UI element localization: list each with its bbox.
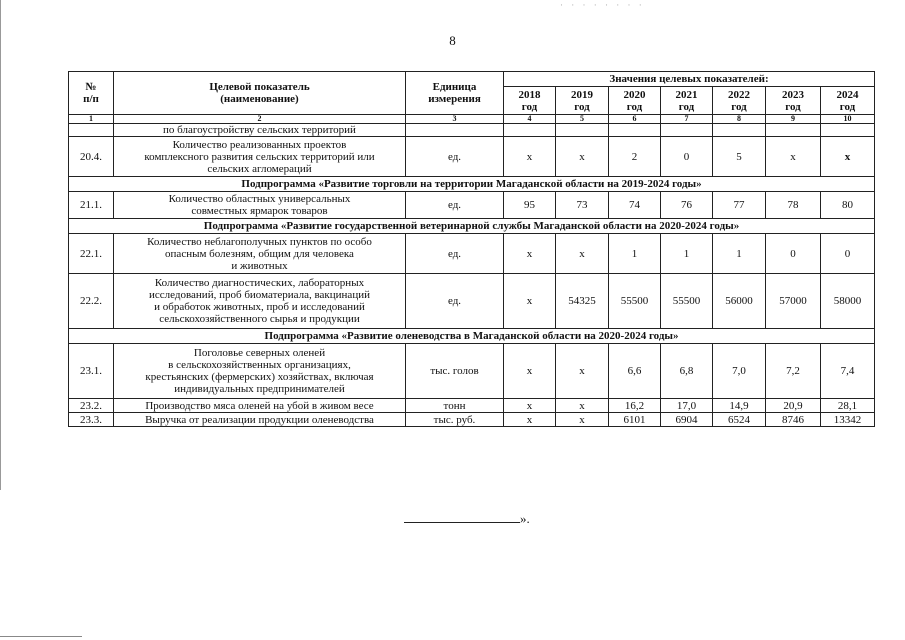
column-number: 5 <box>556 115 609 124</box>
indicator-name: Выручка от реализации продукции оленеводства <box>114 413 406 427</box>
scan-left-edge <box>0 0 1 490</box>
column-number: 1 <box>69 115 114 124</box>
signature-underline <box>404 512 520 523</box>
subprogram-title: Подпрограмма «Развитие торговли на территории Магаданской области на 2019-2024 годы» <box>69 177 875 192</box>
year-value: х <box>556 413 609 427</box>
unit-of-measure: ед. <box>406 234 504 274</box>
scan-bottom-rule <box>0 636 82 637</box>
year-value: 17,0 <box>661 399 713 413</box>
indicator-name: Количество реализованных проектов комплексного развития сельских территорий или сельских агломераций <box>114 137 406 177</box>
subprogram-header-row <box>69 329 875 344</box>
year-value: 1 <box>661 234 713 274</box>
year-value <box>661 124 713 137</box>
year-value: х <box>504 137 556 177</box>
unit-of-measure: тонн <box>406 399 504 413</box>
subprogram-header-row <box>69 177 875 192</box>
year-value: 7,4 <box>821 344 875 399</box>
year-value: х <box>504 344 556 399</box>
header-year: 2019 год <box>556 87 609 115</box>
year-value: 55500 <box>609 274 661 329</box>
unit-of-measure <box>406 124 504 137</box>
year-value: 7,2 <box>766 344 821 399</box>
year-value: х <box>556 137 609 177</box>
table-row <box>69 399 875 413</box>
year-value: 0 <box>661 137 713 177</box>
year-value: 6,6 <box>609 344 661 399</box>
year-value: 73 <box>556 192 609 219</box>
table-row <box>69 274 875 329</box>
column-number: 6 <box>609 115 661 124</box>
year-value: 56000 <box>713 274 766 329</box>
year-value: 80 <box>821 192 875 219</box>
year-value: 57000 <box>766 274 821 329</box>
year-value: 7,0 <box>713 344 766 399</box>
year-value: 95 <box>504 192 556 219</box>
year-value: 55500 <box>661 274 713 329</box>
column-number: 4 <box>504 115 556 124</box>
indicator-name: Поголовье северных оленей в сельскохозяйственных организациях, крестьянских (фермерских) хозяйствах, включая индивидуальных предпринимателей <box>114 344 406 399</box>
year-value: 13342 <box>821 413 875 427</box>
year-value: х <box>821 137 875 177</box>
year-value: 2 <box>609 137 661 177</box>
unit-of-measure: ед. <box>406 274 504 329</box>
year-value: 28,1 <box>821 399 875 413</box>
unit-of-measure: тыс. голов <box>406 344 504 399</box>
unit-of-measure: ед. <box>406 137 504 177</box>
year-value: 16,2 <box>609 399 661 413</box>
year-value: 76 <box>661 192 713 219</box>
closing-mark: ». <box>520 511 530 526</box>
scan-artifact-dots: · · · · · · · · <box>560 0 645 10</box>
year-value: х <box>556 344 609 399</box>
year-value: х <box>504 413 556 427</box>
indicator-name: Количество неблагополучных пунктов по особо опасным болезням, общим для человека и животных <box>114 234 406 274</box>
unit-of-measure: ед. <box>406 192 504 219</box>
year-value: 74 <box>609 192 661 219</box>
year-value: 1 <box>713 234 766 274</box>
row-number: 22.1. <box>69 234 114 274</box>
row-number: 23.2. <box>69 399 114 413</box>
row-number: 20.4. <box>69 137 114 177</box>
indicator-name: Количество диагностических, лабораторных исследований, проб биоматериала, вакцинаций и обработок животных, проб и исследований сельскохозяйственного сырья и продукции <box>114 274 406 329</box>
year-value: х <box>766 137 821 177</box>
header-year: 2020 год <box>609 87 661 115</box>
year-value: 1 <box>609 234 661 274</box>
table-row <box>69 192 875 219</box>
year-value: 54325 <box>556 274 609 329</box>
header-row-column-numbers <box>69 115 875 124</box>
year-value: 0 <box>821 234 875 274</box>
column-number: 3 <box>406 115 504 124</box>
year-value: 6524 <box>713 413 766 427</box>
header-year: 2021 год <box>661 87 713 115</box>
column-number: 10 <box>821 115 875 124</box>
subprogram-title: Подпрограмма «Развитие государственной ветеринарной службы Магаданской области на 2020-2024 годы» <box>69 219 875 234</box>
year-value <box>609 124 661 137</box>
table-row <box>69 234 875 274</box>
table-row <box>69 344 875 399</box>
year-value: 6,8 <box>661 344 713 399</box>
header-values-title: Значения целевых показателей: <box>504 72 875 87</box>
unit-of-measure: тыс. руб. <box>406 413 504 427</box>
header-indicator: Целевой показатель (наименование) <box>114 72 406 115</box>
year-value: х <box>504 234 556 274</box>
year-value <box>713 124 766 137</box>
row-number: 23.1. <box>69 344 114 399</box>
table-body <box>69 124 875 427</box>
table-header <box>69 72 875 124</box>
table-row <box>69 413 875 427</box>
year-value: 5 <box>713 137 766 177</box>
column-number: 7 <box>661 115 713 124</box>
year-value: 14,9 <box>713 399 766 413</box>
subprogram-header-row <box>69 219 875 234</box>
table-row <box>69 124 875 137</box>
table-row <box>69 137 875 177</box>
header-unit: Единица измерения <box>406 72 504 115</box>
year-value: х <box>504 274 556 329</box>
subprogram-title: Подпрограмма «Развитие оленеводства в Магаданской области на 2020-2024 годы» <box>69 329 875 344</box>
indicator-name: Количество областных универсальных совместных ярмарок товаров <box>114 192 406 219</box>
header-year: 2023 год <box>766 87 821 115</box>
page-number: 8 <box>449 33 456 48</box>
year-value <box>504 124 556 137</box>
column-number: 8 <box>713 115 766 124</box>
row-number: 23.3. <box>69 413 114 427</box>
year-value <box>821 124 875 137</box>
row-number <box>69 124 114 137</box>
header-year: 2024 год <box>821 87 875 115</box>
year-value: 20,9 <box>766 399 821 413</box>
year-value: 58000 <box>821 274 875 329</box>
column-number: 2 <box>114 115 406 124</box>
header-number: № п/п <box>69 72 114 115</box>
row-number: 21.1. <box>69 192 114 219</box>
year-value: 77 <box>713 192 766 219</box>
column-number: 9 <box>766 115 821 124</box>
indicator-name: по благоустройству сельских территорий <box>114 124 406 137</box>
year-value <box>556 124 609 137</box>
year-value <box>766 124 821 137</box>
header-row-titles <box>69 72 875 87</box>
year-value: 78 <box>766 192 821 219</box>
year-value: х <box>556 399 609 413</box>
header-year: 2022 год <box>713 87 766 115</box>
closing-line <box>404 511 530 527</box>
year-value: 6904 <box>661 413 713 427</box>
year-value: х <box>556 234 609 274</box>
year-value: 6101 <box>609 413 661 427</box>
row-number: 22.2. <box>69 274 114 329</box>
target-indicators-table <box>68 71 875 427</box>
year-value: 0 <box>766 234 821 274</box>
header-year: 2018 год <box>504 87 556 115</box>
indicator-name: Производство мяса оленей на убой в живом весе <box>114 399 406 413</box>
year-value: 8746 <box>766 413 821 427</box>
year-value: х <box>504 399 556 413</box>
